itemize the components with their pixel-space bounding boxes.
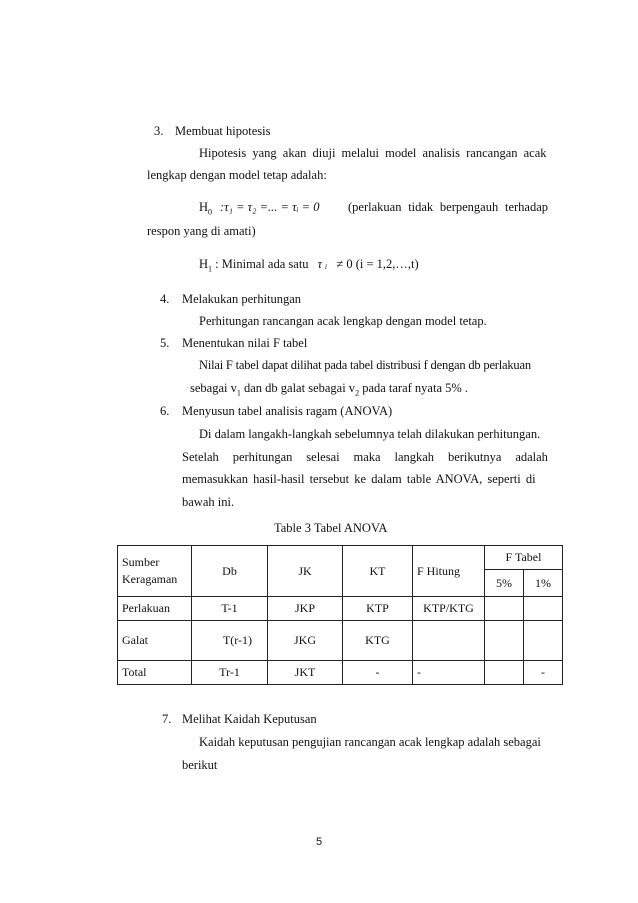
cell-db: Tr-1 [192, 661, 268, 685]
word: maka [353, 450, 381, 464]
cell-f-1 [524, 597, 563, 621]
section-6-para-line-3: memasukkan hasil-hasil tersebut ke dalam table ANOVA, seperti di [182, 472, 536, 486]
header-f-tabel: F Tabel [485, 546, 563, 570]
table-row [118, 597, 563, 621]
word: langkah [394, 450, 435, 464]
header-f-5: 5% [485, 570, 524, 597]
cell-f-5 [485, 621, 524, 661]
section-5-number: 5. [160, 336, 170, 350]
cell-jk: JKP [268, 597, 343, 621]
section-6-para-line-2 [182, 450, 548, 465]
h0-label: $H_0$ [199, 200, 213, 217]
h0-line-2: respon yang di amati) [147, 224, 256, 238]
header-sumber: Sumber Keragaman [118, 546, 192, 597]
section-4-para: Perhitungan rancangan acak lengkap dengan model tetap. [199, 314, 487, 328]
section-4-title: Melakukan perhitungan [182, 292, 302, 306]
section-3-number: 3. [154, 124, 164, 138]
section-3-para-line-2: lengkap dengan model tetap adalah: [147, 168, 327, 182]
section-7-para-line-1: Kaidah keputusan pengujian rancangan acak lengkap adalah sebagai [199, 735, 541, 749]
h1-statement: $H_1$ : Minimal ada satu τ ᵢ ≠ 0 (i = 1,2,…,t) [199, 257, 419, 274]
section-6-number: 6. [160, 404, 170, 418]
cell-kt: KTG [343, 621, 413, 661]
h0-rest [348, 200, 548, 215]
word: perhitungan [232, 450, 293, 464]
cell-kt: KTP [343, 597, 413, 621]
cell-f-5 [485, 661, 524, 685]
para-text: Hipotesis yang akan diuji melalui model analisis rancangan acak [199, 146, 547, 160]
cell-jk: JKG [268, 621, 343, 661]
header-jk: JK [268, 546, 343, 597]
section-6-para-line-1: Di dalam langakh-langkah sebelumnya telah dilakukan perhitungan. [199, 427, 541, 441]
section-7-para-line-2: berikut [182, 758, 218, 772]
cell-f-hitung [413, 621, 485, 661]
section-7-title: Melihat Kaidah Keputusan [182, 712, 317, 726]
header-f-hitung: F Hitung [413, 546, 485, 597]
cell-sumber: Perlakuan [118, 597, 192, 621]
section-7-number: 7. [162, 712, 172, 726]
section-6-para-line-4: bawah ini. [182, 495, 235, 509]
cell-jk: JKT [268, 661, 343, 685]
cell-sumber: Galat [118, 621, 192, 661]
section-4-number: 4. [160, 292, 170, 306]
table-row [118, 661, 563, 685]
page-number: 5 [315, 836, 323, 848]
h0-word: tidak [408, 200, 434, 214]
table-caption: Table 3 Tabel ANOVA [274, 521, 388, 535]
h0-formula: :τ₁ = τ₂ =... = τᵢ = 0 [220, 200, 320, 214]
h0-word: terhadap [504, 200, 548, 214]
header-db: Db [192, 546, 268, 597]
cell-f-5 [485, 597, 524, 621]
cell-f-1: - [524, 661, 563, 685]
section-5-para-line-1: Nilai F tabel dapat dilihat pada tabel distribusi f dengan db perlakuan [199, 358, 531, 372]
section-5-title: Menentukan nilai F tabel [182, 336, 308, 350]
cell-kt: - [343, 661, 413, 685]
cell-f-1 [524, 621, 563, 661]
word: Setelah [182, 450, 219, 464]
header-f-1: 1% [524, 570, 563, 597]
header-kt: KT [343, 546, 413, 597]
section-3-title: Membuat hipotesis [175, 124, 271, 138]
h0-word: (perlakuan [348, 200, 402, 214]
cell-db: T-1 [192, 597, 268, 621]
word: selesai [306, 450, 340, 464]
cell-f-hitung: KTP/KTG [413, 597, 485, 621]
table-row [118, 621, 563, 661]
section-5-para-line-2: sebagai $v_1$ dan db galat sebagai $v_2$ pada taraf nyata 5% . [190, 381, 469, 398]
anova-table [117, 545, 563, 685]
section-3-para-line-1 [199, 146, 547, 161]
cell-db: T(r-1) [192, 621, 268, 661]
cell-f-hitung: - [413, 661, 485, 685]
h0-word: berpengauh [439, 200, 499, 214]
word: adalah [515, 450, 548, 464]
word: berikutnya [447, 450, 502, 464]
cell-sumber: Total [118, 661, 192, 685]
section-6-title: Menyusun tabel analisis ragam (ANOVA) [182, 404, 393, 418]
